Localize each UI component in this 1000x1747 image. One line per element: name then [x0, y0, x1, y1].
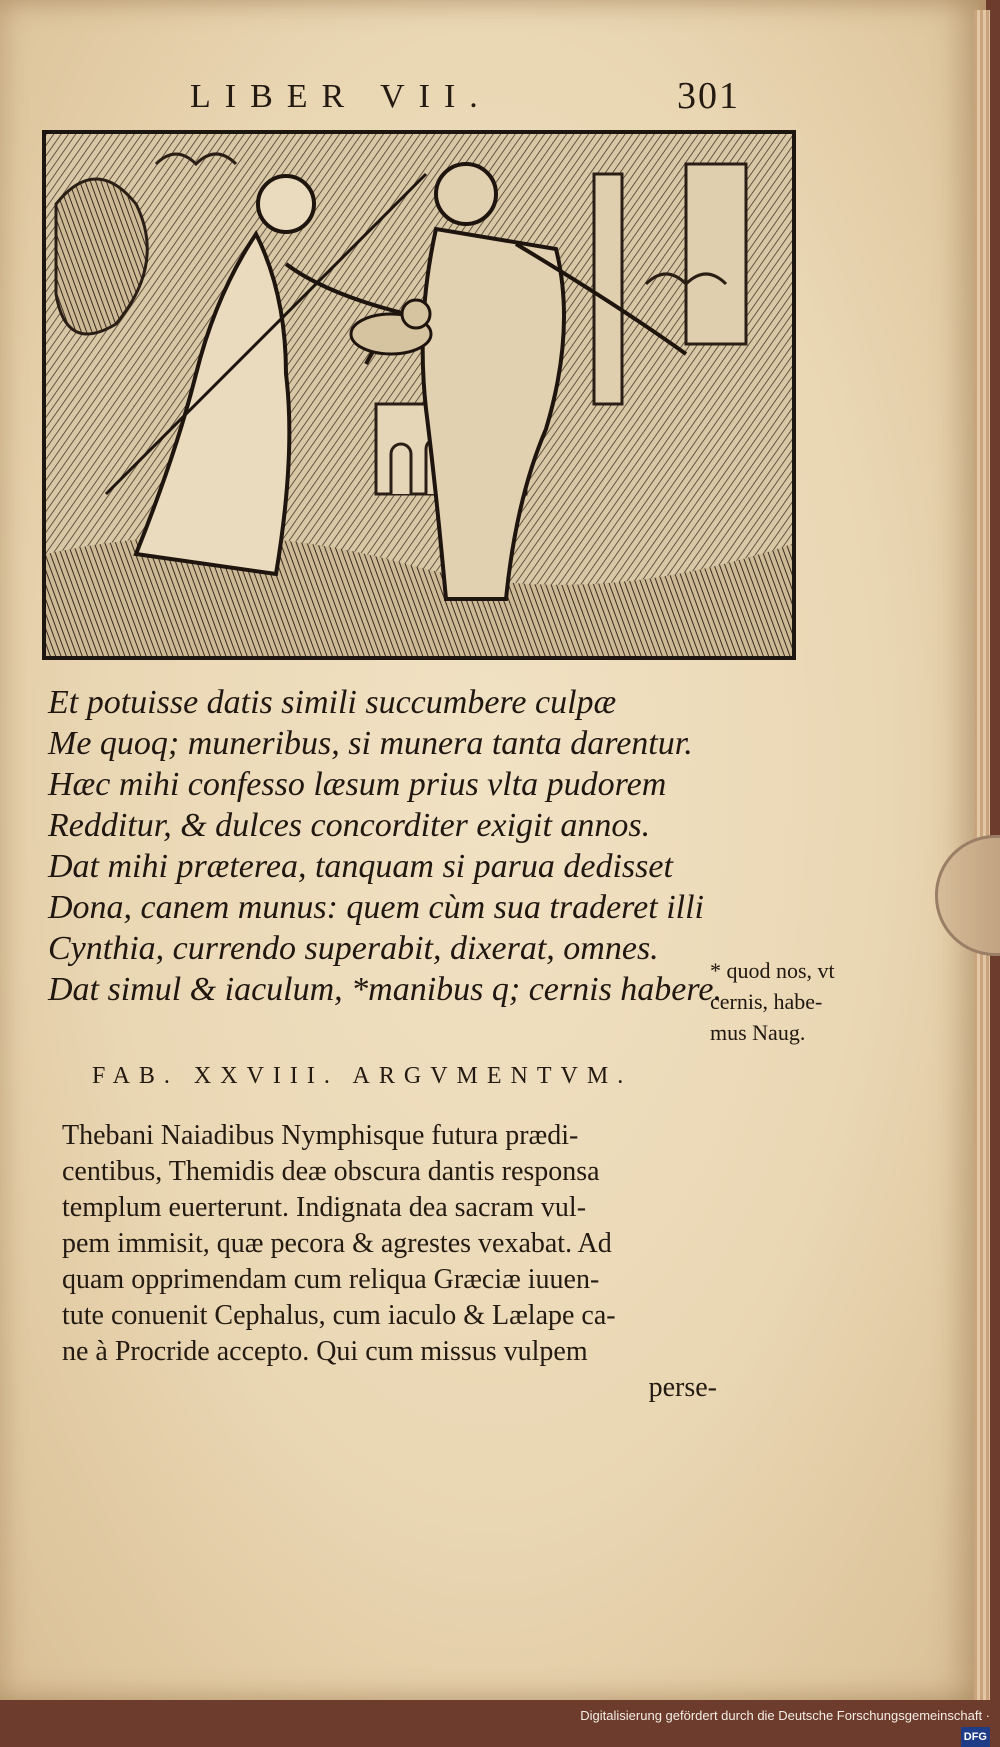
marginal-note-line: cernis, habe-	[710, 989, 823, 1014]
argument-line: quam opprimendam cum reliqua Græciæ iuuen-	[62, 1264, 600, 1295]
argument-line: ne à Procride accepto. Qui cum missus vulpem	[62, 1336, 588, 1367]
dfg-logo-icon: DFG	[961, 1727, 990, 1747]
running-header	[190, 75, 740, 122]
verse-line: Dona, canem munus: quem cùm sua traderet illi	[48, 889, 704, 926]
argument-line: Thebani Naiadibus Nymphisque futura prædi-	[62, 1120, 579, 1151]
verse-line: Me quoq; muneribus, si munera tanta darentur.	[48, 725, 693, 762]
argument-line: templum euerterunt. Indignata dea sacram vul-	[62, 1192, 587, 1223]
footer-text: Digitalisierung gefördert durch die Deutsche Forschungsgemeinschaft ·	[580, 1708, 990, 1723]
fable-heading: FAB. XXVIII. ARGVMENTVM.	[92, 1063, 633, 1089]
verse-line: Redditur, & dulces concorditer exigit annos.	[48, 807, 651, 844]
marginal-note	[710, 955, 910, 1048]
marginal-note-line: * quod nos, vt	[710, 958, 835, 983]
verse-line: Et potuisse datis simili succumbere culpæ	[48, 684, 617, 721]
verse-line: Dat simul & iaculum, *manibus q; cernis habere.	[48, 971, 722, 1008]
woodcut-image	[46, 134, 792, 656]
verse-line: Cynthia, currendo superabit, dixerat, omnes.	[48, 930, 659, 967]
verse-block	[48, 682, 738, 1010]
woodcut-illustration	[42, 130, 796, 660]
argument-paragraph	[62, 1118, 722, 1406]
catchword: perse-	[648, 1372, 717, 1403]
argument-line: centibus, Themidis deæ obscura dantis responsa	[62, 1156, 600, 1187]
verse-line: Hæc mihi confesso læsum prius vlta pudorem	[48, 766, 667, 803]
argument-line: tute conuenit Cephalus, cum iaculo & Lælape ca-	[62, 1300, 616, 1331]
page-number: 301	[677, 75, 740, 117]
verse-line: Dat mihi præterea, tanquam si parua dedisset	[48, 848, 673, 885]
digitization-footer	[560, 1706, 990, 1743]
marginal-note-line: mus Naug.	[710, 1020, 806, 1045]
argument-line: pem immisit, quæ pecora & agrestes vexabat. Ad	[62, 1228, 612, 1259]
running-title: LIBER VII.	[190, 78, 492, 115]
